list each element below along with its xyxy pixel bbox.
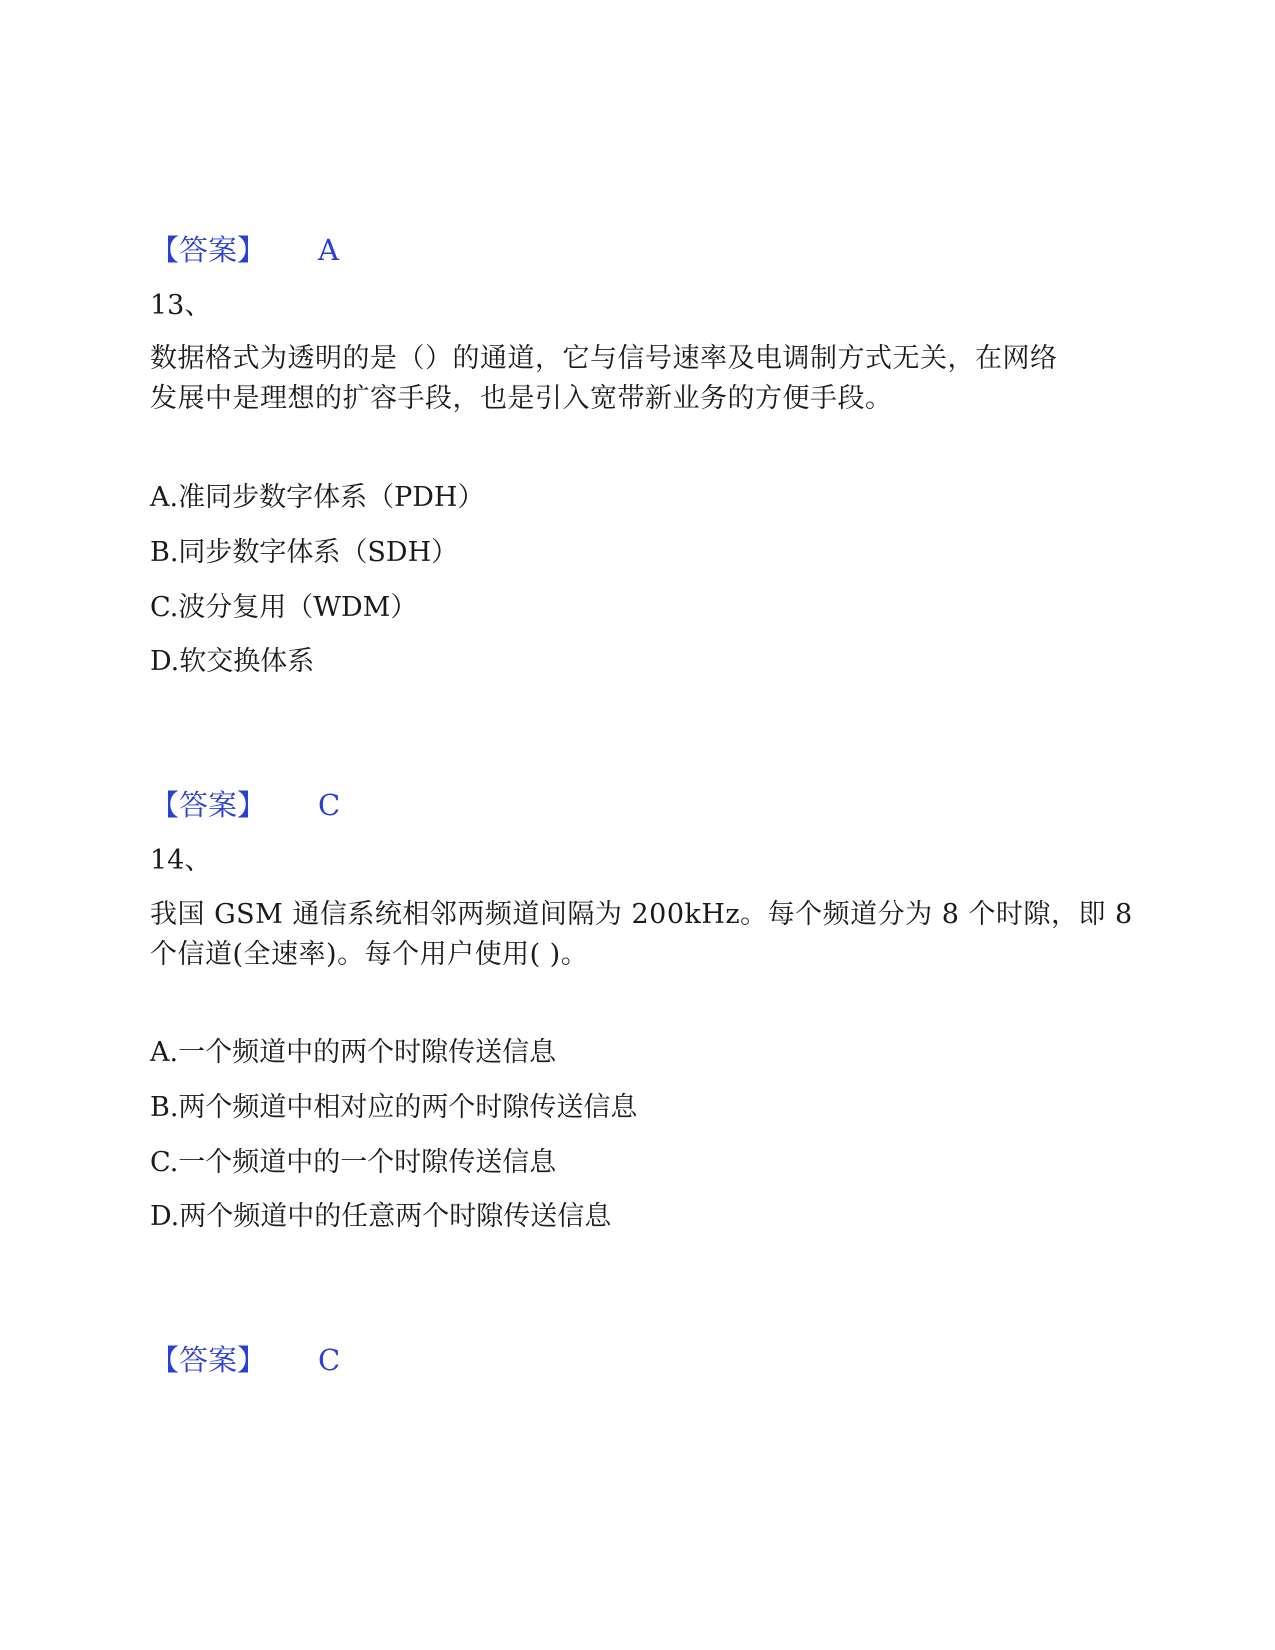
answer-value: C <box>318 788 341 822</box>
answer-label: 【答案】 <box>150 788 267 822</box>
option-13-d: D.软交换体系 <box>150 646 315 677</box>
question-number-14: 14、 <box>150 845 212 876</box>
option-14-b: B.两个频道中相对应的两个时隙传送信息 <box>150 1092 638 1123</box>
stem-line: 发展中是理想的扩容手段，也是引入宽带新业务的方便手段。 <box>150 383 893 414</box>
stem-line: 数据格式为透明的是（）的通道，它与信号速率及电调制方式无关，在网络 <box>150 343 1058 374</box>
question-stem-13 <box>150 339 1130 419</box>
stem-line: 个信道(全速率)。每个用户使用( )。 <box>150 939 589 970</box>
answer-row-prev <box>150 234 339 266</box>
answer-value: A <box>318 233 339 267</box>
answer-row-14 <box>150 1344 340 1376</box>
option-13-a: A.准同步数字体系（PDH） <box>150 482 485 513</box>
question-stem-14 <box>150 895 1133 975</box>
answer-label: 【答案】 <box>150 1343 267 1377</box>
option-14-d: D.两个频道中的任意两个时隙传送信息 <box>150 1201 612 1232</box>
question-number-13: 13、 <box>150 290 212 321</box>
answer-row-13 <box>150 789 340 821</box>
option-13-b: B.同步数字体系（SDH） <box>150 537 459 568</box>
answer-label: 【答案】 <box>150 233 267 267</box>
option-14-c: C.一个频道中的一个时隙传送信息 <box>150 1147 557 1178</box>
option-13-c: C.波分复用（WDM） <box>150 592 418 623</box>
stem-line: 我国 GSM 通信系统相邻两频道间隔为 200kHz。每个频道分为 8 个时隙，即 8 <box>150 899 1133 930</box>
option-14-a: A.一个频道中的两个时隙传送信息 <box>150 1037 557 1068</box>
answer-value: C <box>318 1343 341 1377</box>
